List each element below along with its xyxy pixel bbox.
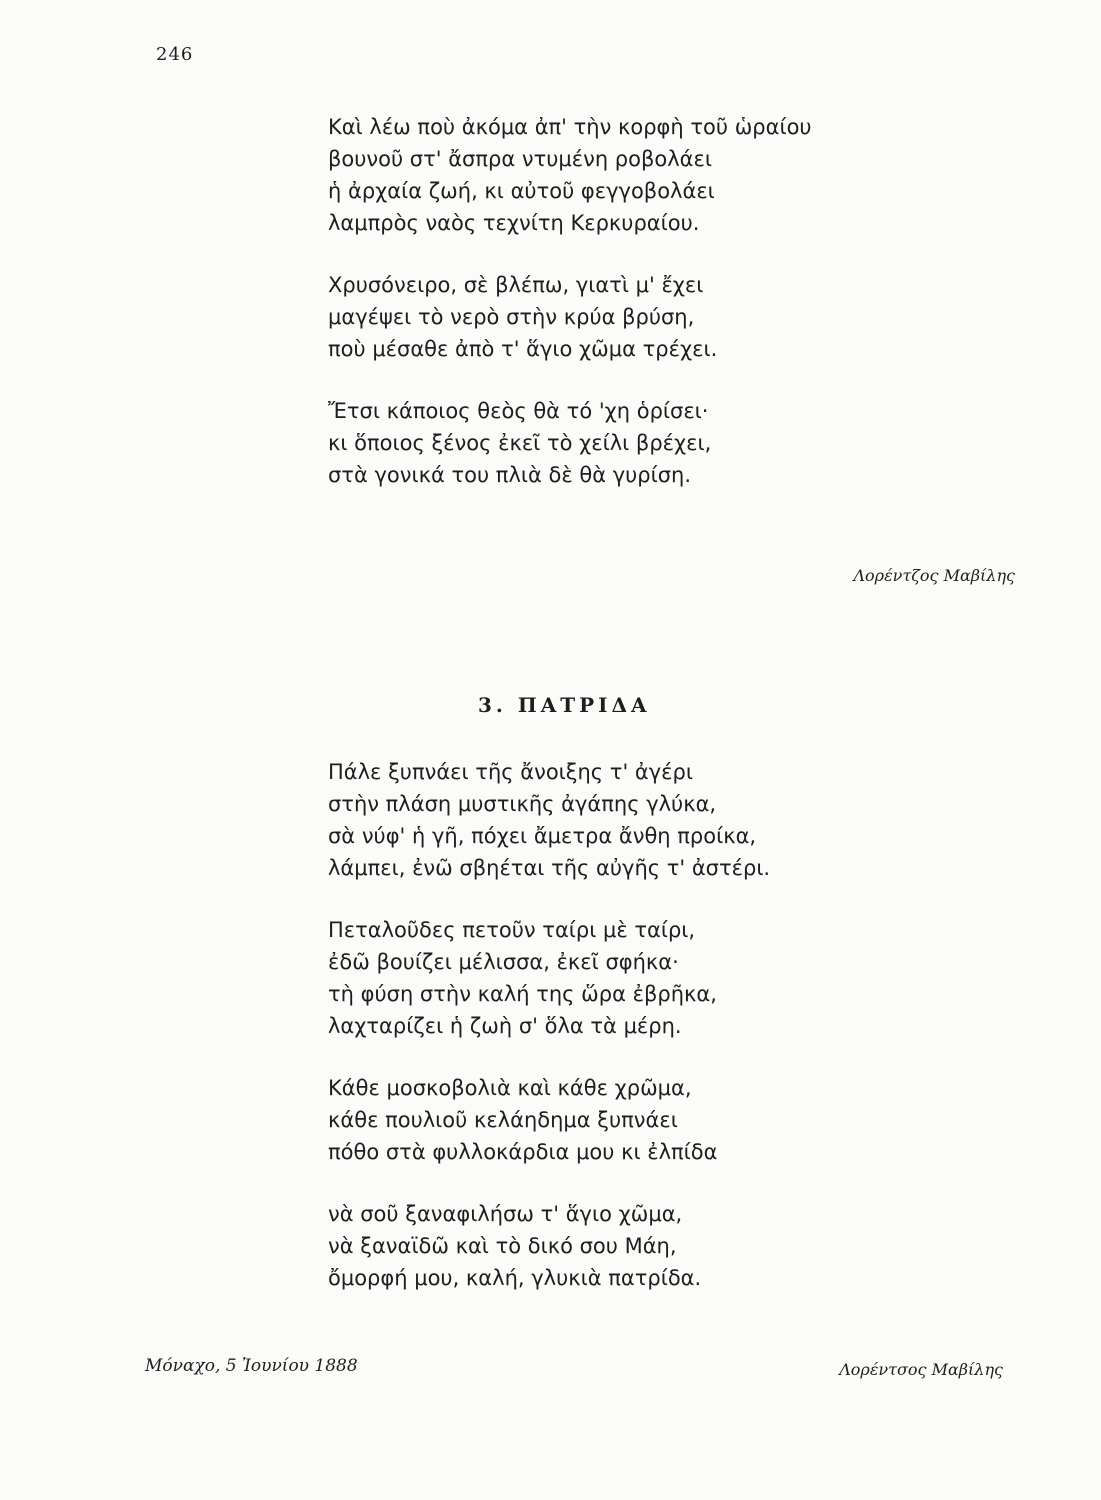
- verse-line: ὄμορφή μου, καλή, γλυκιὰ πατρίδα.: [328, 1266, 702, 1290]
- stanza-2: [328, 914, 770, 1042]
- verse-line: λάμπει, ἐνῶ σβηέται τῆς αὐγῆς τ' ἀστέρι.: [328, 856, 771, 880]
- stanza-4: [328, 1198, 770, 1294]
- poem-2: [328, 756, 770, 1324]
- poem-1: [328, 111, 812, 521]
- verse-line: μαγέψει τὸ νερὸ στὴν κρύα βρύση,: [328, 305, 695, 329]
- verse-line: νὰ σοῦ ξαναφιλήσω τ' ἅγιο χῶμα,: [328, 1202, 683, 1226]
- poem-1-signature: Λορέντζος Μαβίλης: [853, 566, 1015, 585]
- verse-line: πόθο στὰ φυλλοκάρδια μου κι ἐλπίδα: [328, 1140, 718, 1164]
- verse-line: λαμπρὸς ναὸς τεχνίτη Κερκυραίου.: [328, 211, 700, 235]
- verse-line: τὴ φύση στὴν καλή της ὥρα ἐβρῆκα,: [328, 982, 717, 1006]
- stanza-3: [328, 395, 812, 491]
- verse-line: Καὶ λέω ποὺ ἀκόμα ἀπ' τὴν κορφὴ τοῦ ὡραίου: [328, 115, 812, 139]
- stanza-3: [328, 1072, 770, 1168]
- verse-line: βουνοῦ στ' ἄσπρα ντυμένη ροβολάει: [328, 147, 712, 171]
- verse-line: Πάλε ξυπνάει τῆς ἄνοιξης τ' ἀγέρι: [328, 760, 693, 784]
- stanza-1: [328, 756, 770, 884]
- verse-line: Ἔτσι κάποιος θεὸς θὰ τό 'χη ὁρίσει·: [328, 399, 709, 423]
- verse-line: ποὺ μέσαθε ἀπὸ τ' ἅγιο χῶμα τρέχει.: [328, 337, 718, 361]
- place-date: Μόναχο, 5 Ἰουνίου 1888: [145, 1356, 358, 1376]
- verse-line: στὴν πλάση μυστικῆς ἀγάπης γλύκα,: [328, 792, 717, 816]
- verse-line: ἡ ἀρχαία ζωή, κι αὐτοῦ φεγγοβολάει: [328, 179, 715, 203]
- verse-line: λαχταρίζει ἡ ζωὴ σ' ὅλα τὰ μέρη.: [328, 1014, 682, 1038]
- stanza-2: [328, 269, 812, 365]
- verse-line: νὰ ξαναϊδῶ καὶ τὸ δικό σου Μάη,: [328, 1234, 677, 1258]
- verse-line: Χρυσόνειρο, σὲ βλέπω, γιατὶ μ' ἔχει: [328, 273, 704, 297]
- verse-line: ἐδῶ βουίζει μέλισσα, ἐκεῖ σφήκα·: [328, 950, 679, 974]
- verse-line: στὰ γονικά του πλιὰ δὲ θὰ γυρίση.: [328, 463, 692, 487]
- poem-2-signature: Λορέντσος Μαβίλης: [839, 1360, 1003, 1379]
- section-heading: 3. ΠΑΤΡΙΔΑ: [478, 693, 651, 717]
- verse-line: κάθε πουλιοῦ κελάηδημα ξυπνάει: [328, 1108, 678, 1132]
- stanza-1: [328, 111, 812, 239]
- verse-line: Κάθε μοσκοβολιὰ καὶ κάθε χρῶμα,: [328, 1076, 692, 1100]
- verse-line: σὰ νύφ' ἡ γῆ, πόχει ἄμετρα ἄνθη προίκα,: [328, 824, 757, 848]
- verse-line: κι ὅποιος ξένος ἐκεῖ τὸ χείλι βρέχει,: [328, 431, 712, 455]
- verse-line: Πεταλοῦδες πετοῦν ταίρι μὲ ταίρι,: [328, 918, 696, 942]
- page-number: 246: [156, 44, 194, 65]
